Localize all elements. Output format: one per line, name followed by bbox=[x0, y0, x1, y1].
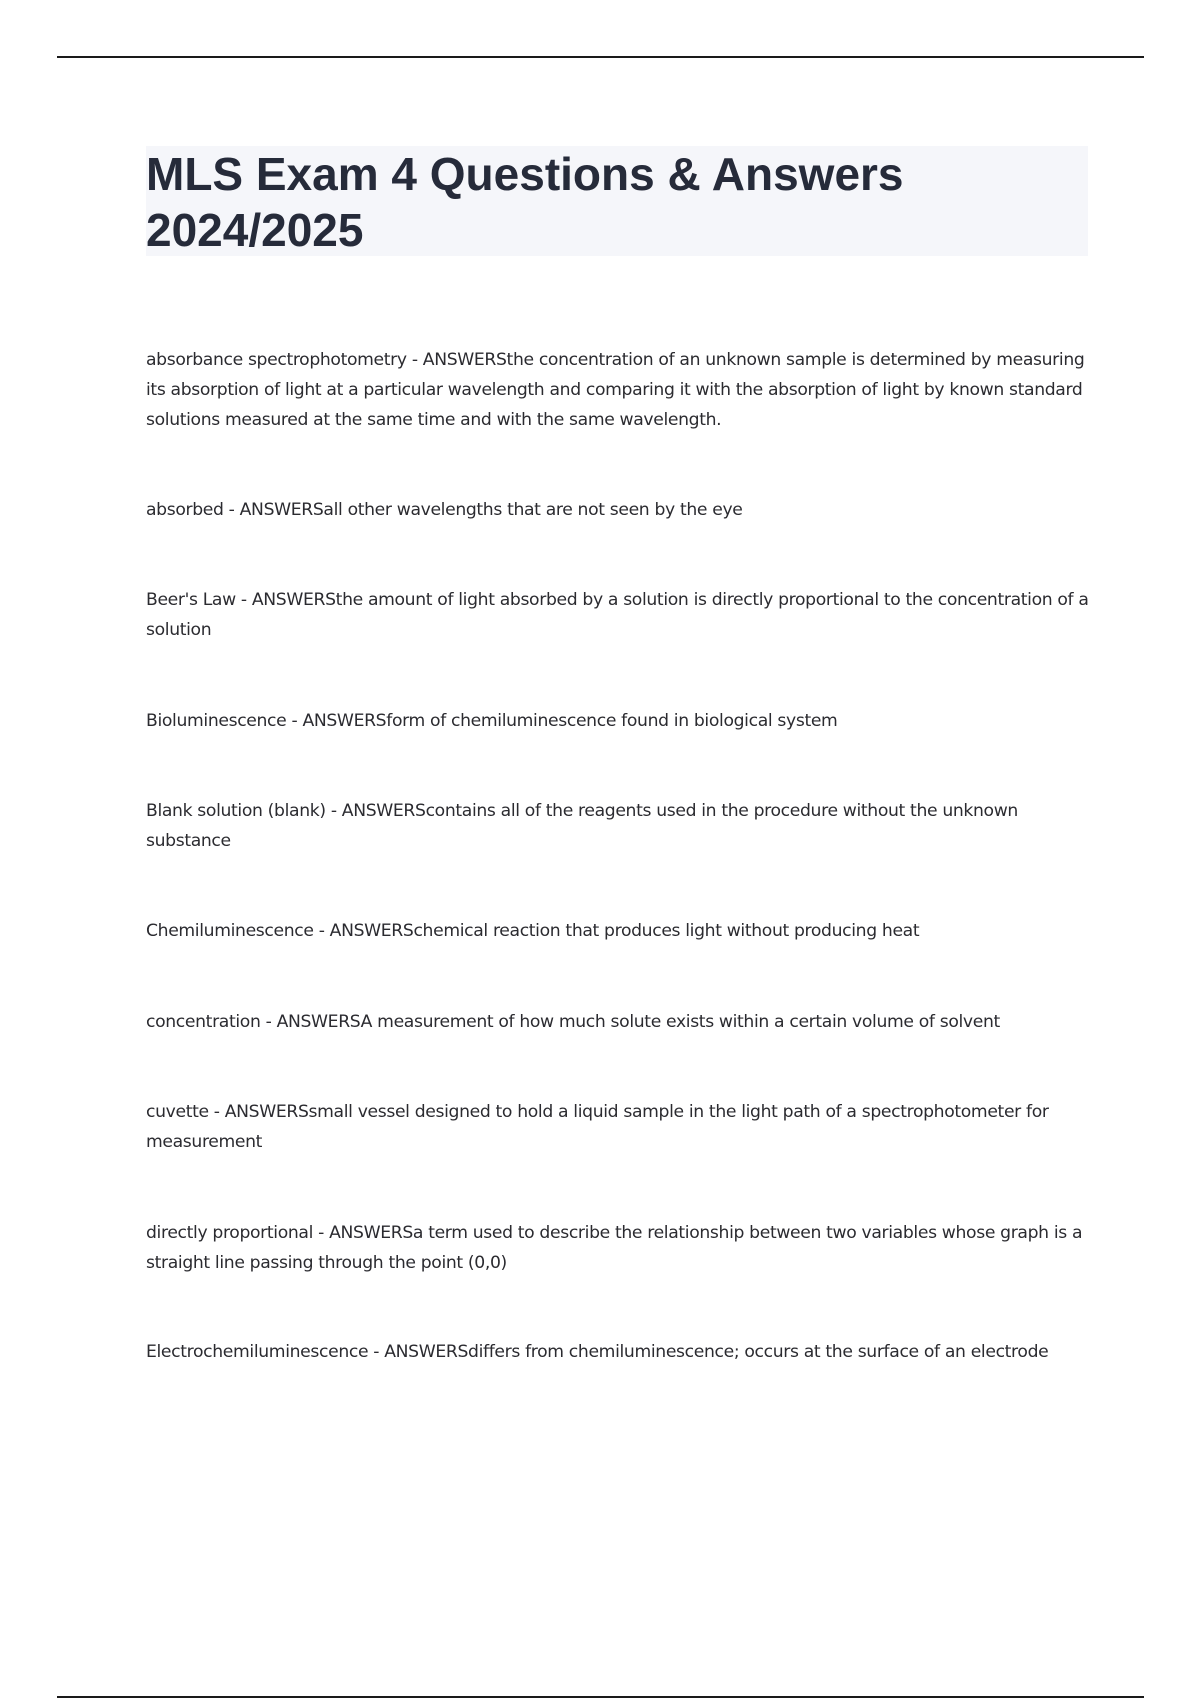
qa-entry: directly proportional - ANSWERSa term used to describe the relationship between two variables whose graph is a straight line passing through the point (0,0) bbox=[146, 1223, 1083, 1273]
qa-entry: Bioluminescence - ANSWERSform of chemiluminescence found in biological system bbox=[146, 711, 838, 731]
qa-entry: absorbed - ANSWERSall other wavelengths that are not seen by the eye bbox=[146, 500, 743, 520]
qa-entry: cuvette - ANSWERSsmall vessel designed to hold a liquid sample in the light path of a spectrophotometer for measurement bbox=[146, 1102, 1049, 1152]
top-rule bbox=[57, 56, 1144, 58]
qa-entry: Blank solution (blank) - ANSWERScontains all of the reagents used in the procedure without the unknown substance bbox=[146, 801, 1018, 851]
qa-entry: absorbance spectrophotometry - ANSWERSthe concentration of an unknown sample is determined by measuring its absorption of light at a particular wavelength and comparing it with the absorption of light by known standard solutions measured at the same time and with the same wavelength. bbox=[146, 350, 1085, 430]
qa-entry: Electrochemiluminescence - ANSWERSdiffers from chemiluminescence; occurs at the surface of an electrode bbox=[146, 1342, 1049, 1362]
qa-entry: Beer's Law - ANSWERSthe amount of light absorbed by a solution is directly proportional to the concentration of a solution bbox=[146, 590, 1089, 640]
bottom-rule bbox=[57, 1696, 1144, 1698]
qa-entry: Chemiluminescence - ANSWERSchemical reaction that produces light without producing heat bbox=[146, 921, 920, 941]
qa-entry: concentration - ANSWERSA measurement of how much solute exists within a certain volume of solvent bbox=[146, 1012, 1000, 1032]
page-title: MLS Exam 4 Questions & Answers 2024/2025 bbox=[146, 148, 904, 256]
title-banner bbox=[146, 146, 1088, 256]
